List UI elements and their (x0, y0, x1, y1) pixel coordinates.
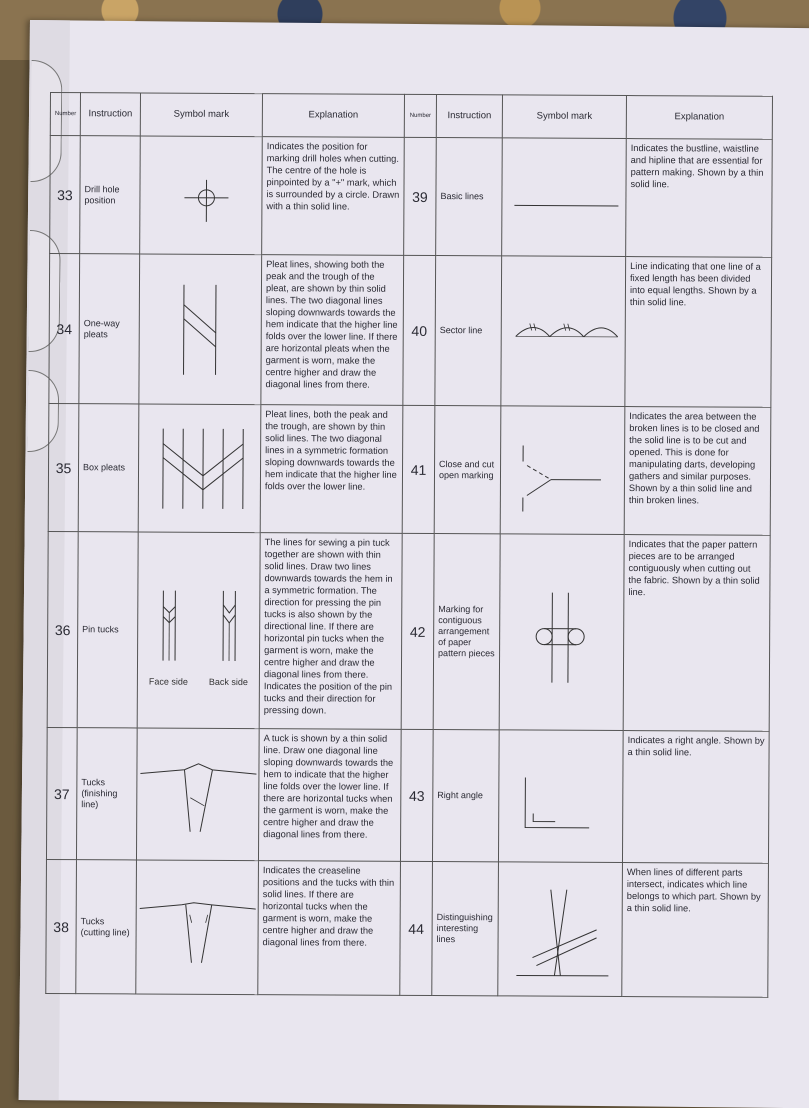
contiguous-symbol (499, 534, 624, 731)
tuck-cut-symbol (136, 860, 259, 995)
row-instruction: Basic lines (436, 138, 503, 256)
table-row (46, 859, 769, 997)
row-instruction: Pin tucks (77, 532, 138, 728)
basic-lines-symbol (502, 138, 627, 257)
close-cut-symbol (500, 406, 625, 535)
tuck-finish-symbol (136, 728, 259, 861)
intersecting-lines-icon (502, 869, 619, 990)
contiguous-icon (503, 552, 620, 713)
header-instruction: Instruction (80, 93, 140, 136)
row-instruction: Distinguishing interesting lines (432, 862, 499, 996)
intersect-symbol (498, 862, 623, 997)
row-explanation: Indicates a right angle. Shown by a thin solid line. (622, 731, 769, 864)
tuck-finishing-icon (138, 739, 259, 850)
table-row (50, 136, 773, 258)
row-explanation: Indicates that the paper pattern pieces are to be arranged contiguously when cutting out the fabric. Shown by a thin solid line. (623, 535, 770, 732)
one-way-pleat-icon (145, 264, 256, 395)
row-number: 37 (46, 727, 77, 859)
row-number: 38 (46, 859, 77, 993)
row-explanation: A tuck is shown by a thin solid line. Draw one diagonal line sloping downwards towards the hem to indicate that the higher line folds over the lower line. If there are horizontal tucks when the garment is worn, make the centre higher and draw the diagonal lines from there. (258, 729, 401, 862)
row-number: 39 (404, 137, 437, 255)
header-symbol: Symbol mark (140, 93, 262, 137)
table-row (46, 727, 769, 863)
header-explanation: Explanation (262, 94, 404, 138)
header-number: Number (50, 93, 80, 136)
row-explanation: When lines of different parts intersect, indicates which line belongs to which part. Shown by a thin solid line. (622, 863, 769, 998)
row-number: 43 (400, 729, 433, 861)
right-angle-symbol (498, 730, 623, 863)
row-explanation: Indicates the position for marking drill holes when cutting. The centre of the hole is pinpointed by a "+" mark, which is surrounded by a circle. Drawn with a thin solid line. (262, 137, 405, 256)
row-instruction: One-way pleats (79, 254, 140, 404)
row-instruction: Close and cut open marking (434, 406, 501, 534)
tuck-cutting-icon (137, 872, 258, 983)
row-instruction: Box pleats (78, 404, 139, 532)
table-header-row (50, 93, 772, 140)
row-instruction: Right angle (432, 730, 499, 862)
row-explanation: Indicates the area between the broken lines is to be closed and the solid line is to be cut and opened. This is done for manipulating darts, developing gathers and similar purposes. Shown by a thin solid line and thin broken lines. (624, 407, 771, 536)
single-line-icon (506, 147, 623, 248)
row-number: 40 (403, 255, 436, 405)
symbol-table (45, 92, 773, 998)
pin-tucks-icon (140, 550, 257, 711)
row-number: 34 (49, 254, 80, 404)
box-pleat-symbol (138, 404, 261, 533)
table-row (47, 531, 770, 731)
row-instruction: Sector line (435, 256, 502, 406)
one-way-pleat-symbol (139, 254, 262, 405)
row-number: 33 (50, 136, 81, 254)
row-explanation: Indicates the bustline, waistline and hipline that are essential for pattern making. Shown by a thin solid line. (626, 139, 773, 258)
row-explanation: Pleat lines, both the peak and the trough, are shown by thin solid lines. The two diagonal lines in a symmetric formation sloping downwards towards the hem indicate that the higher line folds over the lower line. (260, 405, 403, 534)
table-row (49, 254, 772, 408)
row-instruction: Marking for contiguous arrangement of paper pattern pieces (433, 534, 500, 730)
row-explanation: The lines for sewing a pin tuck together are shown with thin solid lines. Draw two lines downwards towards the hem in a symmetric formation. The direction for pressing the pin tucks is also shown by the directional line. If there are horizontal pin tucks when the garment is worn, make the centre higher and draw the diagonal lines from there. Indicates the position of the pin tucks and their direction for pressing down. (259, 533, 402, 730)
crosshair-circle-icon (146, 145, 257, 246)
row-explanation: Pleat lines, showing both the peak and the trough of the pleat, are shown by thin solid lines. The two diagonal lines sloping downwards towards the hem indicate that the higher line folds over the lower line. If there are horizontal pleats when the garment is worn, make the centre higher and draw the diagonal lines from there. (261, 255, 404, 406)
row-instruction: Tucks (finishing line) (76, 728, 137, 860)
arcs-icon (505, 266, 622, 397)
drill-hole-symbol (140, 136, 263, 255)
header-instruction: Instruction (436, 95, 502, 138)
row-number: 35 (48, 403, 79, 531)
pin-tucks-symbol (137, 532, 260, 729)
sector-line-symbol (501, 256, 626, 407)
face-side-label: Face side (148, 676, 187, 686)
table-row (48, 403, 771, 535)
row-instruction: Drill hole position (80, 136, 141, 254)
row-number: 41 (402, 405, 435, 533)
back-side-label: Back side (208, 676, 247, 686)
row-explanation: Line indicating that one line of a fixed length has been divided into equal lengths. Shown by a thin solid line. (625, 257, 772, 408)
box-pleat-icon (144, 413, 255, 524)
row-number: 36 (47, 531, 78, 727)
row-number: 44 (400, 861, 433, 995)
right-angle-icon (503, 741, 620, 852)
header-explanation: Explanation (626, 96, 772, 140)
header-number: Number (404, 94, 436, 137)
row-instruction: Tucks (cutting line) (76, 860, 137, 994)
close-cut-icon (504, 415, 621, 526)
header-symbol: Symbol mark (502, 95, 626, 139)
row-number: 42 (401, 533, 434, 729)
row-explanation: Indicates the creaseline positions and the tucks with thin solid lines. If there are horizontal tucks when the garment is worn, make the centre higher and draw the diagonal lines from there. (258, 861, 401, 996)
